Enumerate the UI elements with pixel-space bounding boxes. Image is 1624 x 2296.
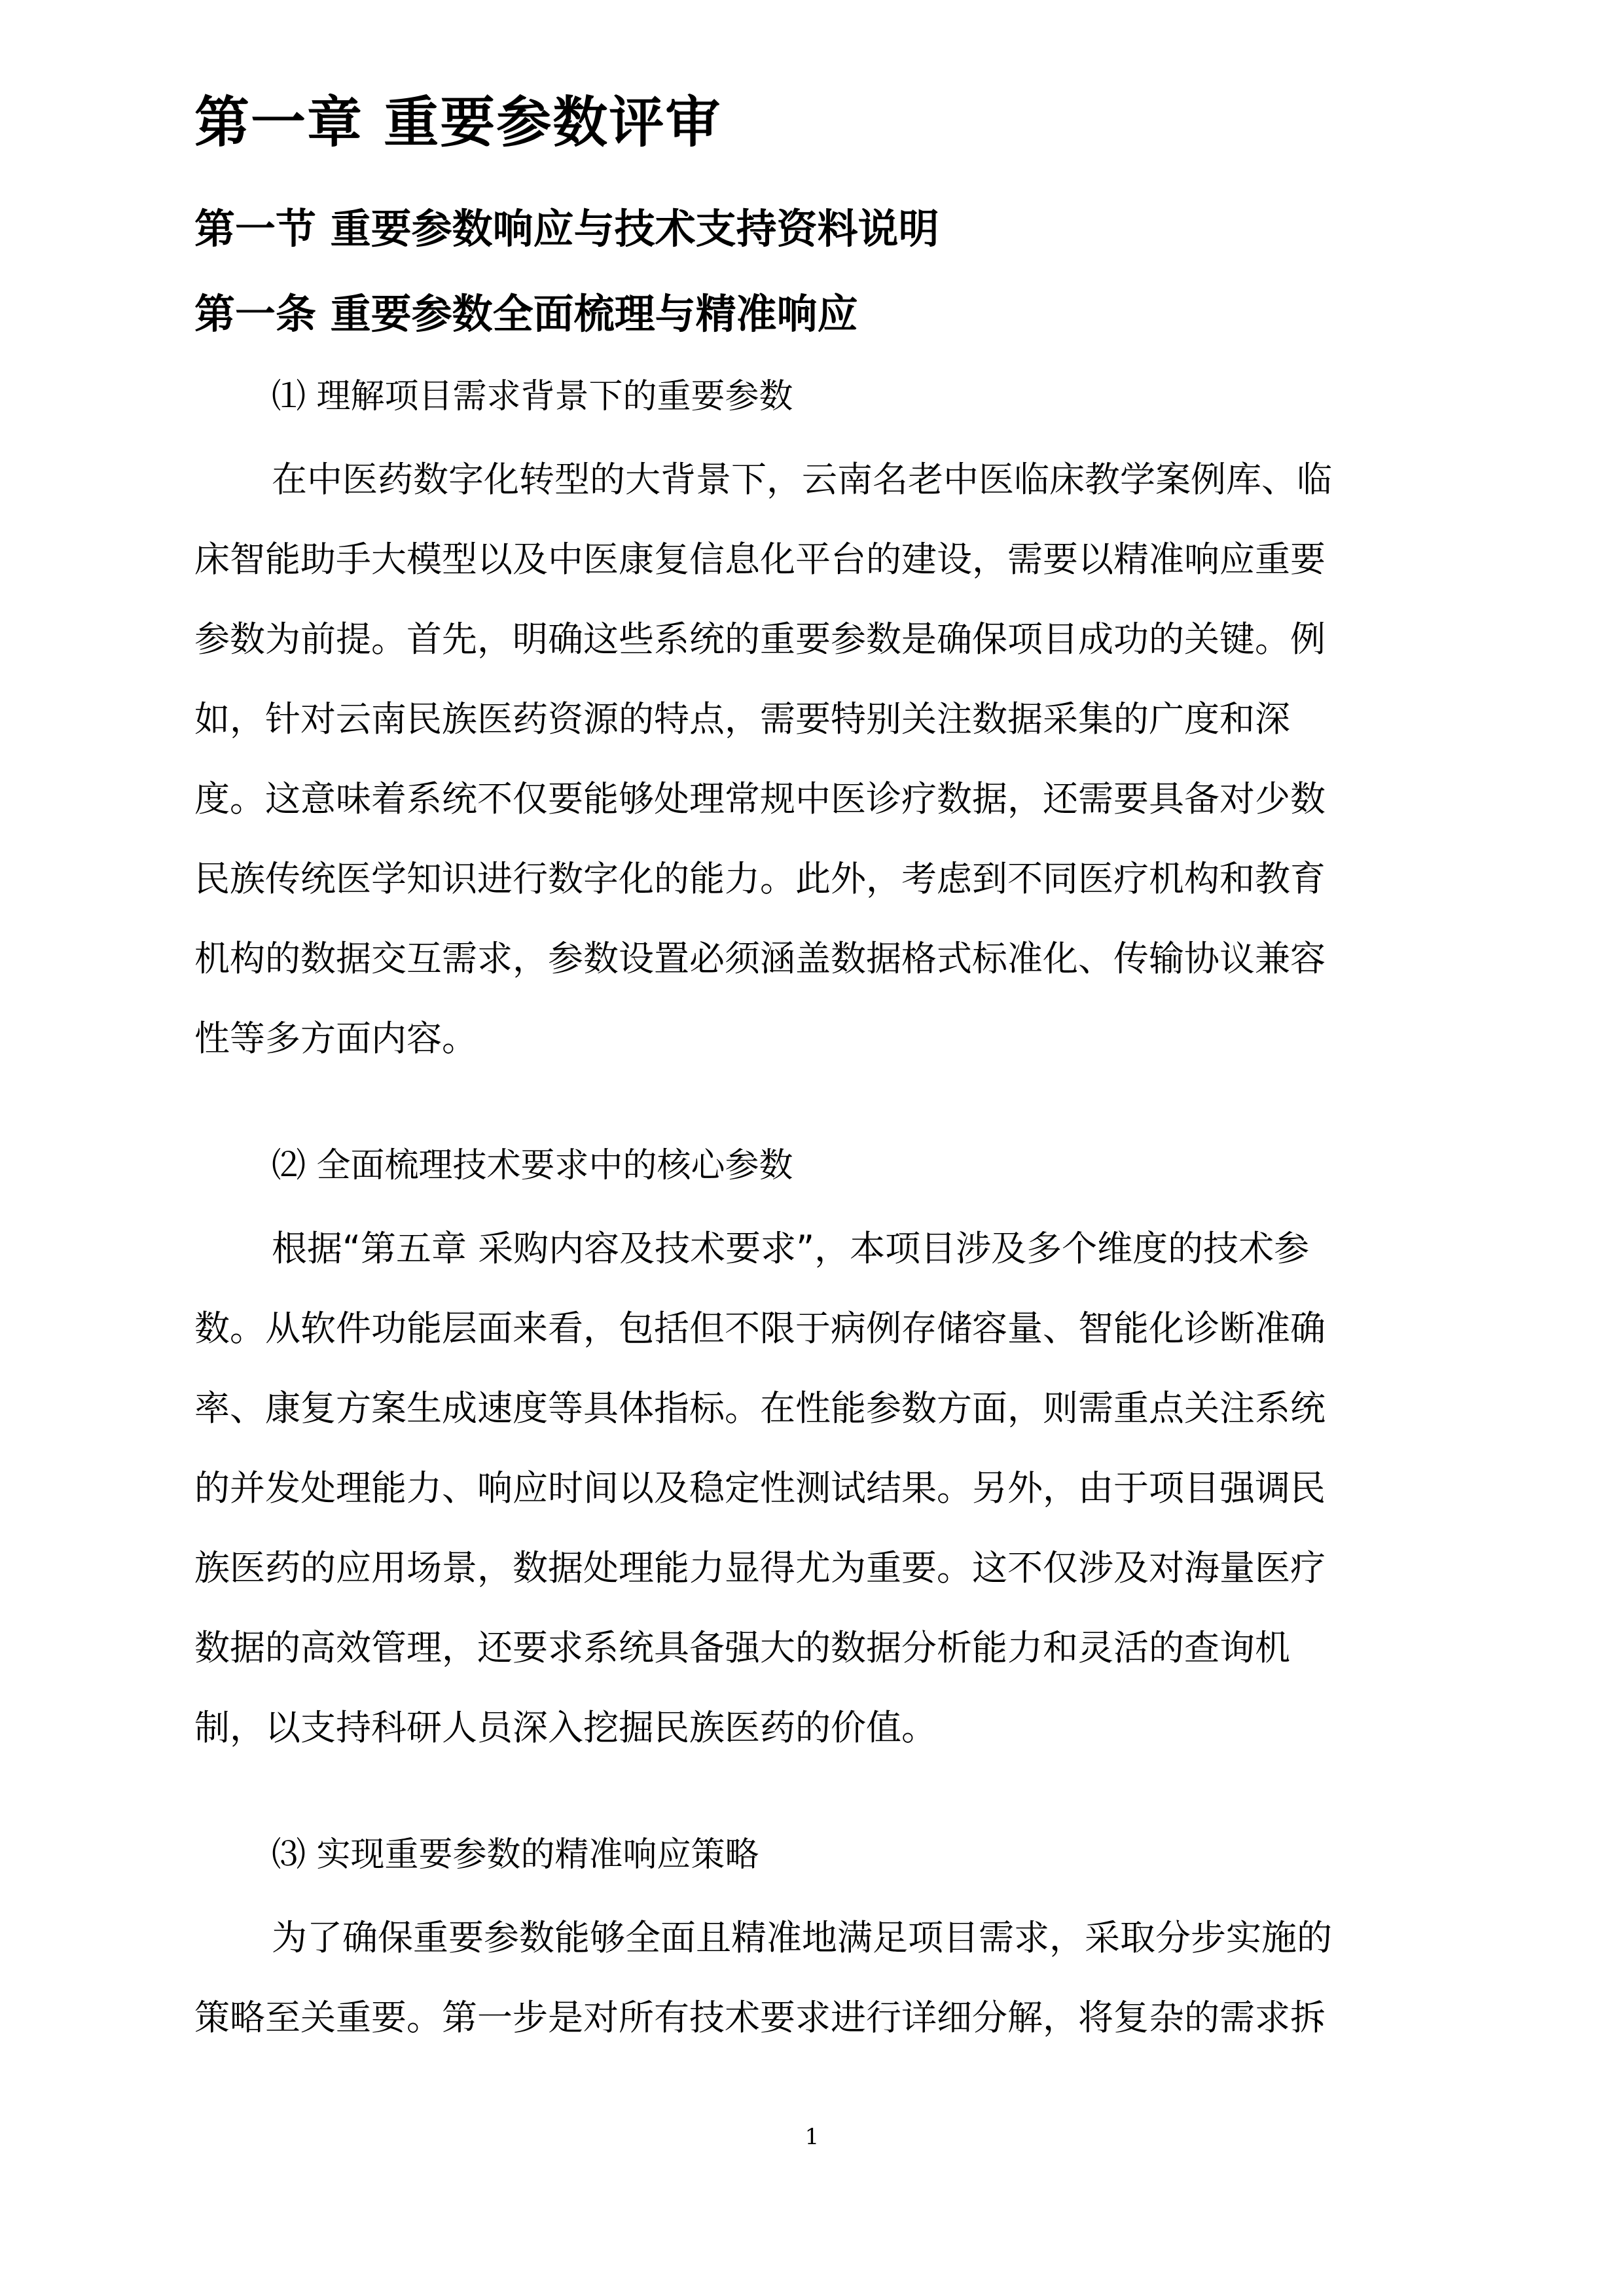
paragraph-line: 性等多方面内容。	[194, 1018, 477, 1059]
paragraph-line: 在中医药数字化转型的大背景下，云南名老中医临床教学案例库、临	[272, 459, 1332, 500]
paragraph-line: 参数为前提。首先，明确这些系统的重要参数是确保项目成功的关键。例	[194, 619, 1326, 660]
paragraph-line: 数据的高效管理，还要求系统具备强大的数据分析能力和灵活的查询机	[194, 1627, 1290, 1668]
section-title: 第一节 重要参数响应与技术支持资料说明	[194, 205, 939, 253]
subsection-heading-1: ⑴ 理解项目需求背景下的重要参数	[272, 377, 793, 416]
paragraph-line: 床智能助手大模型以及中医康复信息化平台的建设，需要以精准响应重要	[194, 539, 1326, 580]
paragraph-line: 策略至关重要。第一步是对所有技术要求进行详细分解，将复杂的需求拆	[194, 1997, 1326, 2038]
subsection-heading-2: ⑵ 全面梳理技术要求中的核心参数	[272, 1146, 793, 1185]
paragraph-1	[194, 440, 1432, 1079]
paragraph-line: 为了确保重要参数能够全面且精准地满足项目需求，采取分步实施的	[272, 1917, 1332, 1958]
page-number: 1	[804, 2124, 820, 2150]
chapter-title: 第一章 重要参数评审	[194, 90, 722, 154]
paragraph-line: 的并发处理能力、响应时间以及稳定性测试结果。另外，由于项目强调民	[194, 1467, 1326, 1509]
paragraph-line: 族医药的应用场景，数据处理能力显得尤为重要。这不仅涉及对海量医疗	[194, 1547, 1326, 1588]
subsection-heading-3: ⑶ 实现重要参数的精准响应策略	[272, 1835, 759, 1874]
paragraph-line: 如，针对云南民族医药资源的特点，需要特别关注数据采集的广度和深	[194, 698, 1290, 740]
paragraph-2	[194, 1209, 1432, 1768]
paragraph-line: 率、康复方案生成速度等具体指标。在性能参数方面，则需重点关注系统	[194, 1388, 1326, 1429]
paragraph-line: 民族传统医学知识进行数字化的能力。此外，考虑到不同医疗机构和教育	[194, 858, 1326, 899]
paragraph-line: 根据“第五章 采购内容及技术要求”，本项目涉及多个维度的技术参	[272, 1228, 1310, 1269]
paragraph-line: 制，以支持科研人员深入挖掘民族医药的价值。	[194, 1707, 937, 1748]
paragraph-line: 数。从软件功能层面来看，包括但不限于病例存储容量、智能化诊断准确	[194, 1308, 1326, 1349]
paragraph-line: 机构的数据交互需求，参数设置必须涵盖数据格式标准化、传输协议兼容	[194, 938, 1326, 979]
article-title: 第一条 重要参数全面梳理与精准响应	[194, 290, 858, 338]
paragraph-line: 度。这意味着系统不仅要能够处理常规中医诊疗数据，还需要具备对少数	[194, 778, 1326, 819]
paragraph-3	[194, 1898, 1432, 2058]
